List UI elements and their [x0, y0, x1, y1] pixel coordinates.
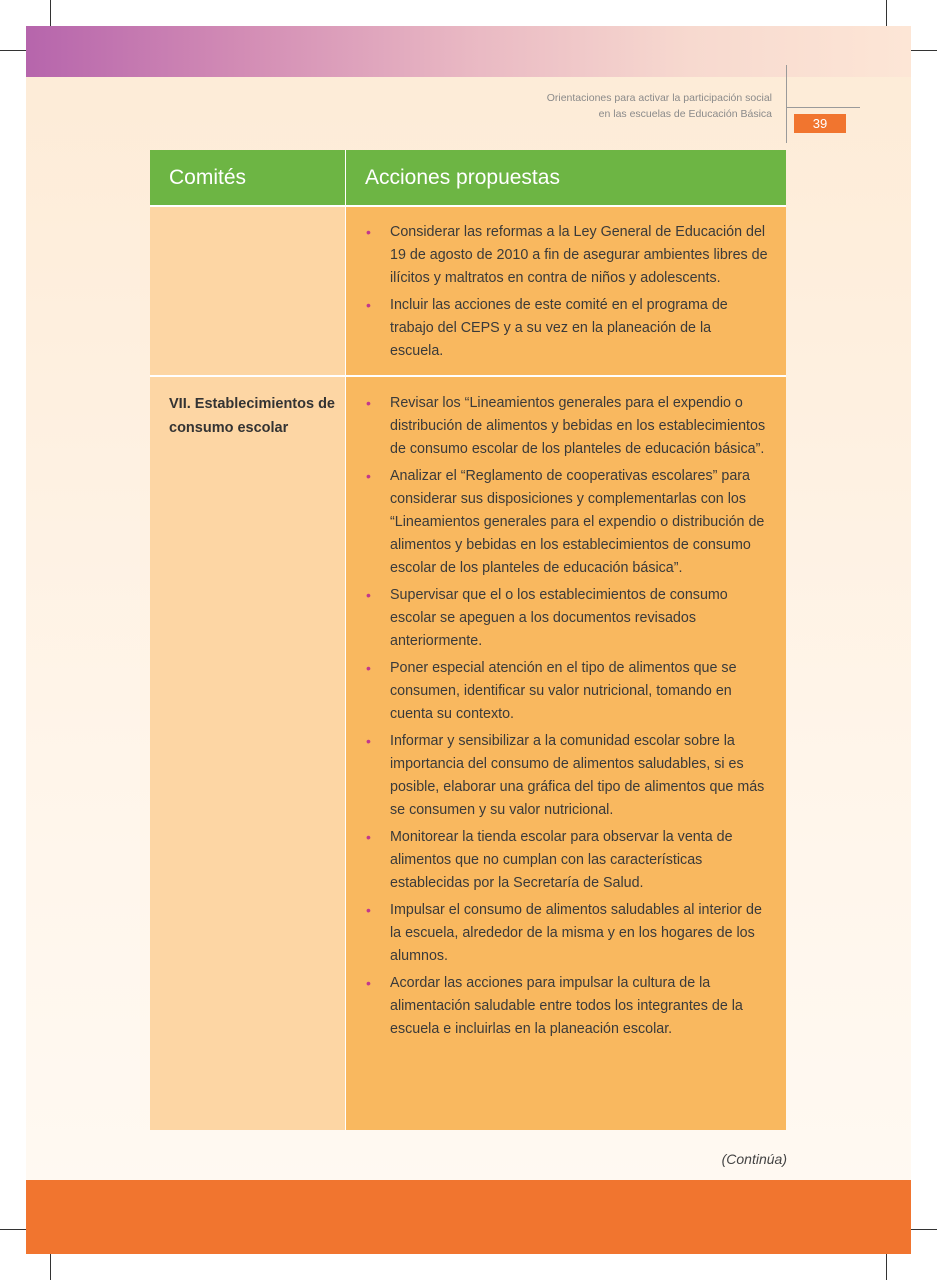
action-list [366, 221, 768, 367]
table-header-committees [150, 150, 345, 205]
bullet-icon: • [366, 468, 371, 484]
bullet-icon: • [366, 902, 371, 918]
table-cell-committee [150, 377, 345, 1130]
list-item: • Monitorear la tienda escolar para observar la venta de alimentos que no cumplan con las características establecidas por la Secretaría de Salud. [366, 826, 768, 895]
committee-label: VII. Establecimientos de consumo escolar [169, 396, 335, 436]
crop-mark [50, 0, 51, 26]
list-item: • Revisar los “Lineamientos generales para el expendio o distribución de alimentos y bebidas en los establecimientos de consumo escolar de los planteles de educación básica”. [366, 392, 768, 461]
crop-mark [911, 1229, 937, 1230]
crop-mark [0, 50, 26, 51]
bullet-icon: • [366, 224, 371, 240]
list-item: • Impulsar el consumo de alimentos saludables al interior de la escuela, alrededor de la misma y en los hogares de los alumnos. [366, 899, 768, 968]
list-item: • Poner especial atención en el tipo de alimentos que se consumen, identificar su valor nutricional, tomando en cuenta su contexto. [366, 657, 768, 726]
header-divider-vertical [786, 65, 787, 143]
table-column-divider [345, 150, 346, 1130]
table-cell-committee [150, 205, 345, 376]
bullet-icon: • [366, 975, 371, 991]
crop-mark [0, 1229, 26, 1230]
crop-mark [911, 50, 937, 51]
action-list [366, 392, 768, 1045]
running-head-line-2: en las escuelas de Educación Básica [598, 108, 772, 120]
page-number: 39 [794, 114, 846, 133]
list-item: • Considerar las reformas a la Ley General de Educación del 19 de agosto de 2010 a fin de asegurar ambientes libres de ilícitos y maltratos en contra de niños y adolescents. [366, 221, 768, 290]
table-row-divider [150, 375, 786, 377]
header-label: Acciones propuestas [365, 166, 560, 189]
list-item: • Analizar el “Reglamento de cooperativas escolares” para considerar sus disposiciones y complementarlas con los “Lineamientos generales para el expendio o distribución de alimentos y bebidas en los establecimientos de consumo escolar de los planteles de educación básica”. [366, 465, 768, 580]
bottom-orange-band [26, 1180, 911, 1254]
running-head-line-1: Orientaciones para activar la participación social [546, 92, 772, 104]
list-item: • Incluir las acciones de este comité en el programa de trabajo del CEPS y a su vez en la planeación de la escuela. [366, 294, 768, 363]
bullet-icon: • [366, 660, 371, 676]
continued-note: (Continúa) [721, 1151, 787, 1167]
crop-mark [886, 1254, 887, 1280]
top-gradient-band [26, 26, 911, 77]
crop-mark [886, 0, 887, 26]
list-item: • Supervisar que el o los establecimientos de consumo escolar se apeguen a los documentos revisados anteriormente. [366, 584, 768, 653]
crop-mark [50, 1254, 51, 1280]
list-item: • Acordar las acciones para impulsar la cultura de la alimentación saludable entre todos los integrantes de la escuela e incluirlas en la planeación escolar. [366, 972, 768, 1041]
bullet-icon: • [366, 733, 371, 749]
header-label: Comités [169, 166, 247, 189]
running-head [412, 90, 772, 122]
bullet-icon: • [366, 395, 371, 411]
bullet-icon: • [366, 587, 371, 603]
bullet-icon: • [366, 297, 371, 313]
table-header-actions [346, 150, 786, 205]
header-divider-horizontal [786, 107, 860, 108]
list-item: • Informar y sensibilizar a la comunidad escolar sobre la importancia del consumo de alimentos saludables, si es posible, elaborar una gráfica del tipo de alimentos que más se consumen y su valor nutricional. [366, 730, 768, 822]
bullet-icon: • [366, 829, 371, 845]
table-row-divider [150, 205, 786, 207]
